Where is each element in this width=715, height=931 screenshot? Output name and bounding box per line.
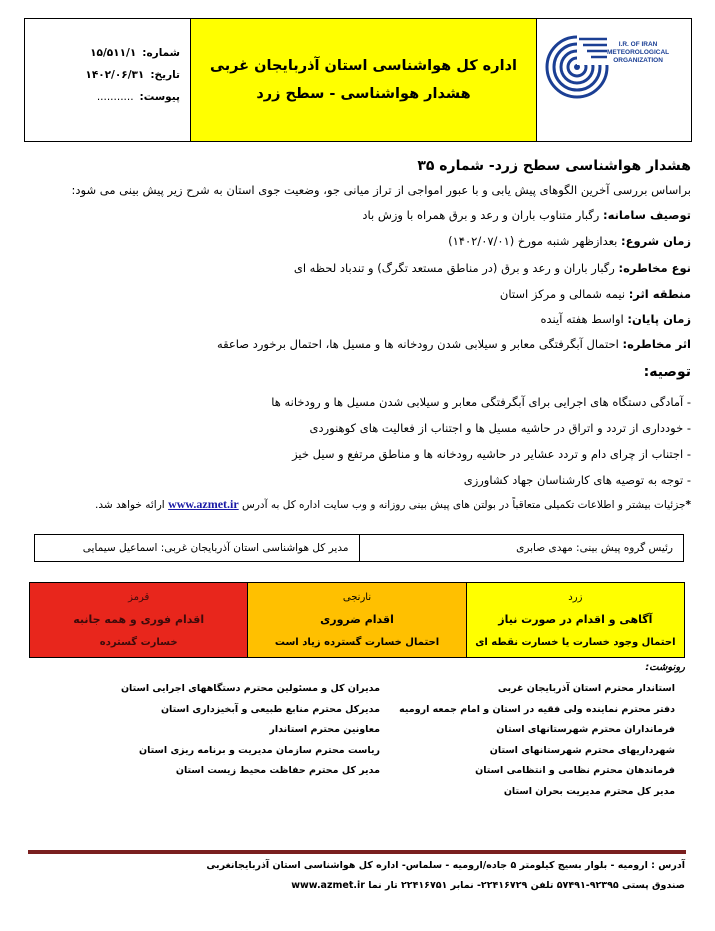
date-value: ۱۴۰۲/۰۶/۳۱ <box>85 69 145 81</box>
intro-text: براساس بررسی آخرین الگوهای پیش یابی و با عبور امواجی از تراز میانی جو، وضعیت جوی استان به شرح زیر پیش بینی می شود: <box>71 183 691 197</box>
org-title: اداره کل هواشناسی استان آذربایجان غربی <box>210 58 517 74</box>
recipient: مدیر کل محترم حفاظت محیط زیست استان <box>175 765 380 776</box>
title-box <box>191 19 537 141</box>
more-info-note: *جزئیات بیشتر و اطلاعات تکمیلی متعاقباً در بولتن های پیش بینی روزانه و وب سایت اداره کل به آدرس www.azmet.ir ارائه خواهد شد. <box>95 497 691 511</box>
date-row <box>85 69 180 81</box>
footer-contact: صندوق پستی ۹۲۳۹۵-۵۷۴۹۱ تلفن ۲۲۴۱۶۷۲۹- نمابر ۲۲۴۱۶۷۵۱ تار نما www.azmet.ir <box>291 880 685 891</box>
advice-item: - توجه به توصیه های کارشناسان جهاد کشاورزی <box>463 473 691 487</box>
letter-header <box>24 18 692 142</box>
hazard-type: نوع مخاطره: رگبار باران و رعد و برق (در مناطق مستعد تگرگ) و تندباد لحظه ای <box>293 261 691 275</box>
recipient: معاونین محترم استاندار <box>269 724 380 735</box>
recipient: ریاست محترم سازمان مدیریت و برنامه ریزی استان <box>138 744 380 756</box>
footer-divider <box>28 850 686 854</box>
recipient: شهرداریهای محترم شهرستانهای استان <box>489 744 675 756</box>
meteorological-organization-logo-icon <box>543 33 611 101</box>
recipient: فرمانداران محترم شهرستانهای استان <box>496 724 675 735</box>
advice-item: - آمادگی دستگاه های اجرایی برای آبگرفتگی معابر و سیلابی شدن مسیل ها و رودخانه ها <box>271 395 691 409</box>
system-description: توصیف سامانه: رگبار متناوب باران و رعد و برق همراه با وزش باد <box>362 208 691 222</box>
recipient: مدیرکل محترم منابع طبیعی و آبخیزداری استان <box>160 703 380 715</box>
level-red: قرمز اقدام فوری و همه جانبه خسارت گسترده <box>30 583 248 657</box>
logo-caption: I.R. OF IRAN METEOROLOGICAL ORGANIZATION <box>607 41 670 64</box>
start-time: زمان شروع: بعدازظهر شنبه مورخ (۱۴۰۲/۰۷/۰۱) <box>448 234 691 248</box>
logo-area <box>537 19 691 141</box>
recipients-title: رونوشت: <box>645 662 685 673</box>
signature-box <box>34 534 684 562</box>
affected-area: منطقه اثر: نیمه شمالی و مرکز استان <box>499 287 691 301</box>
forecast-head-signature: رئیس گروه پیش بینی: مهدی صابری <box>516 542 673 554</box>
recipient: استاندار محترم استان آذربایجان غربی <box>497 683 675 694</box>
hazard-effect: اثر مخاطره: احتمال آبگرفتگی معابر و سیلابی شدن رودخانه ها و مسیل ها، احتمال برخورد صاعقه <box>216 337 691 351</box>
level-orange: نارنجی اقدام ضروری احتمال خسارت گسترده زیاد است <box>248 583 466 657</box>
footer-address: آدرس : ارومیه - بلوار بسیج کیلومتر ۵ جاده/ارومیه - سلماس- اداره کل هواشناسی استان آذربایجانغربی <box>206 860 685 871</box>
recipients-left-column <box>121 683 380 786</box>
recipient: دفتر محترم نماینده ولی فقیه در استان و امام جمعه ارومیه <box>399 703 675 715</box>
advice-item: - خودداری از تردد و اتراق در حاشیه مسیل ها و اجتناب از فعالیت های کوهنوردی <box>309 421 691 435</box>
number-label: شماره: <box>142 47 180 59</box>
warning-title: هشدار هواشناسی - سطح زرد <box>256 86 471 102</box>
recipient: مدیر کل محترم مدیریت بحران استان <box>503 785 675 797</box>
website-link[interactable]: www.azmet.ir <box>168 497 239 511</box>
end-time: زمان پایان: اواسط هفته آینده <box>540 312 691 326</box>
recipients-right-column <box>399 683 675 806</box>
attachment-row <box>97 91 180 103</box>
attachment-value: ........... <box>96 91 134 103</box>
warning-levels-table <box>29 582 685 658</box>
letter-meta <box>25 19 191 141</box>
number-row <box>90 47 180 59</box>
director-signature: مدیر کل هواشناسی استان آذربایجان غربی: اسماعیل سیمایی <box>35 535 360 561</box>
recipient: مدیران کل و مسئولین محترم دستگاههای اجرایی استان <box>120 683 380 694</box>
level-yellow: زرد آگاهی و اقدام در صورت نیاز احتمال وجود خسارت یا خسارت نقطه ای <box>467 583 684 657</box>
warning-heading: هشدار هواشناسی سطح زرد- شماره ۳۵ <box>417 158 691 174</box>
advice-item: - اجتناب از چرای دام و تردد عشایر در حاشیه رودخانه ها و مناطق مرتفع و سیل خیز <box>292 447 691 461</box>
advice-heading: توصیه: <box>643 364 691 380</box>
number-value: ۱۵/۵۱۱/۱ <box>90 47 137 59</box>
date-label: تاریخ: <box>150 69 180 81</box>
recipient: فرماندهان محترم نظامی و انتظامی استان <box>475 765 675 776</box>
attachment-label: پیوست: <box>139 91 180 103</box>
